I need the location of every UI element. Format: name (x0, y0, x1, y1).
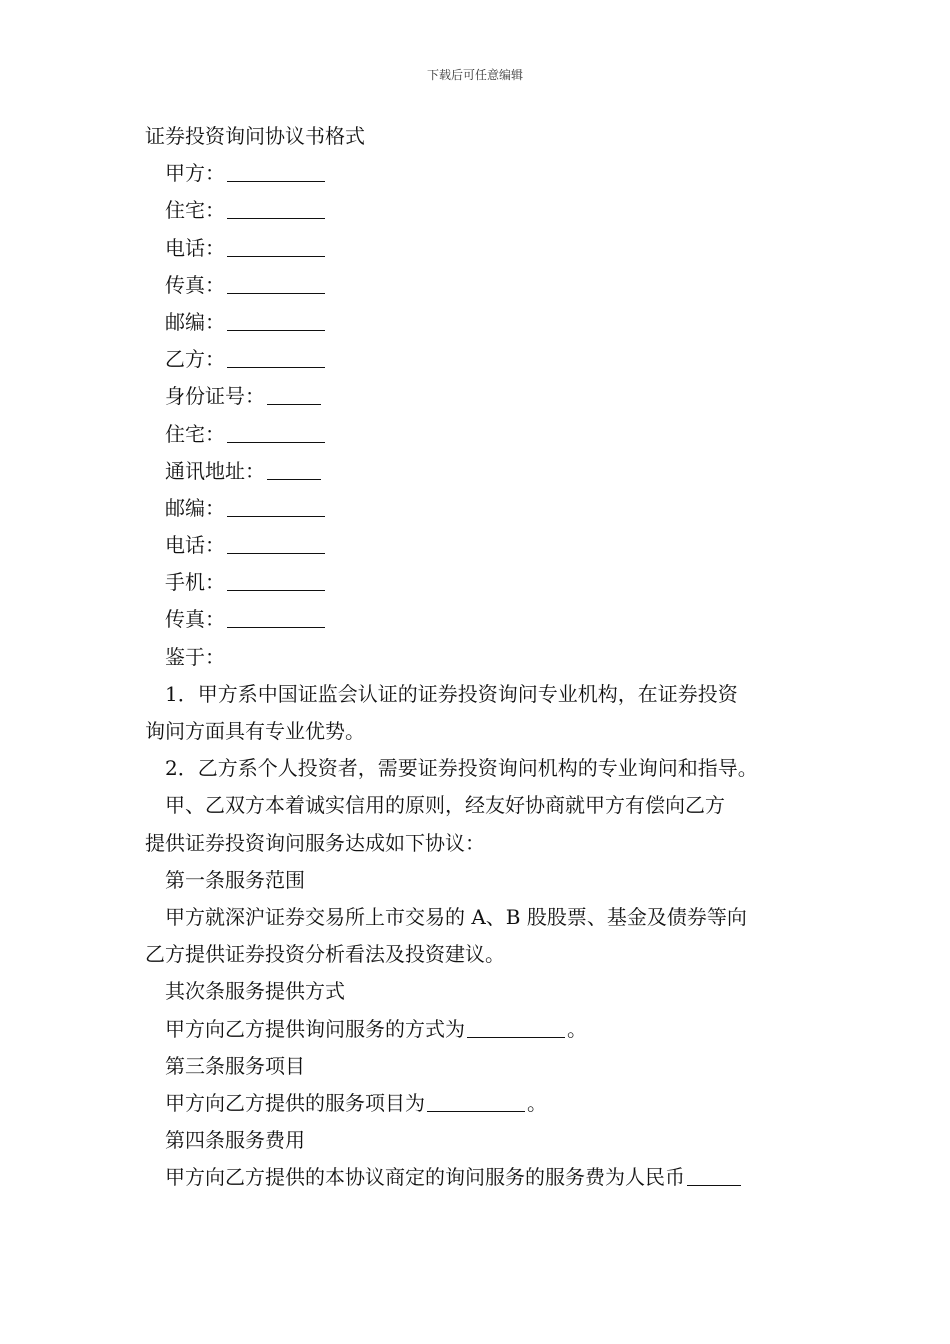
party-a-phone-field: 电话： (145, 230, 810, 267)
fill-blank (427, 1110, 525, 1112)
party-b-mailing-field: 通讯地址： (145, 453, 810, 490)
article-3-title: 第三条服务项目 (165, 1053, 305, 1078)
article-3-text: 甲方向乙方提供的服务项目为 。 (165, 1090, 547, 1115)
party-b-postcode-field: 邮编： (145, 490, 810, 527)
fill-blank (467, 1036, 565, 1038)
clause-1-line-2: 询问方面具有专业优势。 (145, 719, 365, 743)
clause-1-line-1: 1．甲方系中国证监会认证的证券投资询问专业机构，在证券投资 (165, 681, 738, 706)
article-4-text: 甲方向乙方提供的本协议商定的询问服务的服务费为人民币 (145, 1159, 810, 1196)
party-b-phone-field: 电话： (145, 527, 810, 564)
fill-blank (267, 478, 321, 480)
party-b-mobile-field: 手机： (145, 564, 810, 601)
fill-blank (227, 589, 325, 591)
agreement-line-1: 甲、乙双方本着诚实信用的原则，经友好协商就甲方有偿向乙方 (165, 793, 725, 818)
party-a-fax-field: 传真： (145, 267, 810, 304)
fill-blank (267, 403, 321, 405)
fill-blank (227, 329, 325, 331)
fill-blank (227, 292, 325, 294)
fill-blank (227, 441, 325, 443)
article-2-title: 其次条服务提供方式 (165, 979, 345, 1004)
page-header: 下载后可任意编辑 (426, 68, 523, 82)
whereas-heading: 鉴于： (165, 644, 225, 669)
fill-blank (227, 552, 325, 554)
party-a-name-field: 甲方： (145, 155, 810, 192)
fill-blank (227, 255, 325, 257)
fill-blank (227, 217, 325, 219)
article-1-line-1: 甲方就深沪证券交易所上市交易的 A、B 股股票、基金及债券等向 (165, 904, 747, 929)
party-a-postcode-field: 邮编： (145, 304, 810, 341)
party-b-id-field: 身份证号： (145, 378, 810, 415)
document-title: 证券投资询问协议书格式 (145, 124, 365, 148)
fill-blank (227, 515, 325, 517)
document-body (145, 118, 810, 1196)
article-1-title: 第一条服务范围 (165, 867, 305, 892)
article-4-title: 第四条服务费用 (165, 1128, 305, 1153)
clause-2: 2．乙方系个人投资者，需要证券投资询问机构的专业询问和指导。 (165, 756, 758, 781)
agreement-line-2: 提供证券投资询问服务达成如下协议： (145, 830, 485, 855)
article-1-line-2: 乙方提供证券投资分析看法及投资建议。 (145, 942, 505, 967)
fill-blank (227, 180, 325, 182)
party-b-fax-field: 传真： (145, 601, 810, 638)
party-b-name-field: 乙方： (145, 341, 810, 378)
article-2-text: 甲方向乙方提供询问服务的方式为 。 (165, 1016, 587, 1041)
fill-blank (227, 626, 325, 628)
fill-blank (227, 366, 325, 368)
party-b-address-field: 住宅： (145, 416, 810, 453)
party-a-address-field: 住宅： (145, 192, 810, 229)
fill-blank (687, 1184, 741, 1186)
